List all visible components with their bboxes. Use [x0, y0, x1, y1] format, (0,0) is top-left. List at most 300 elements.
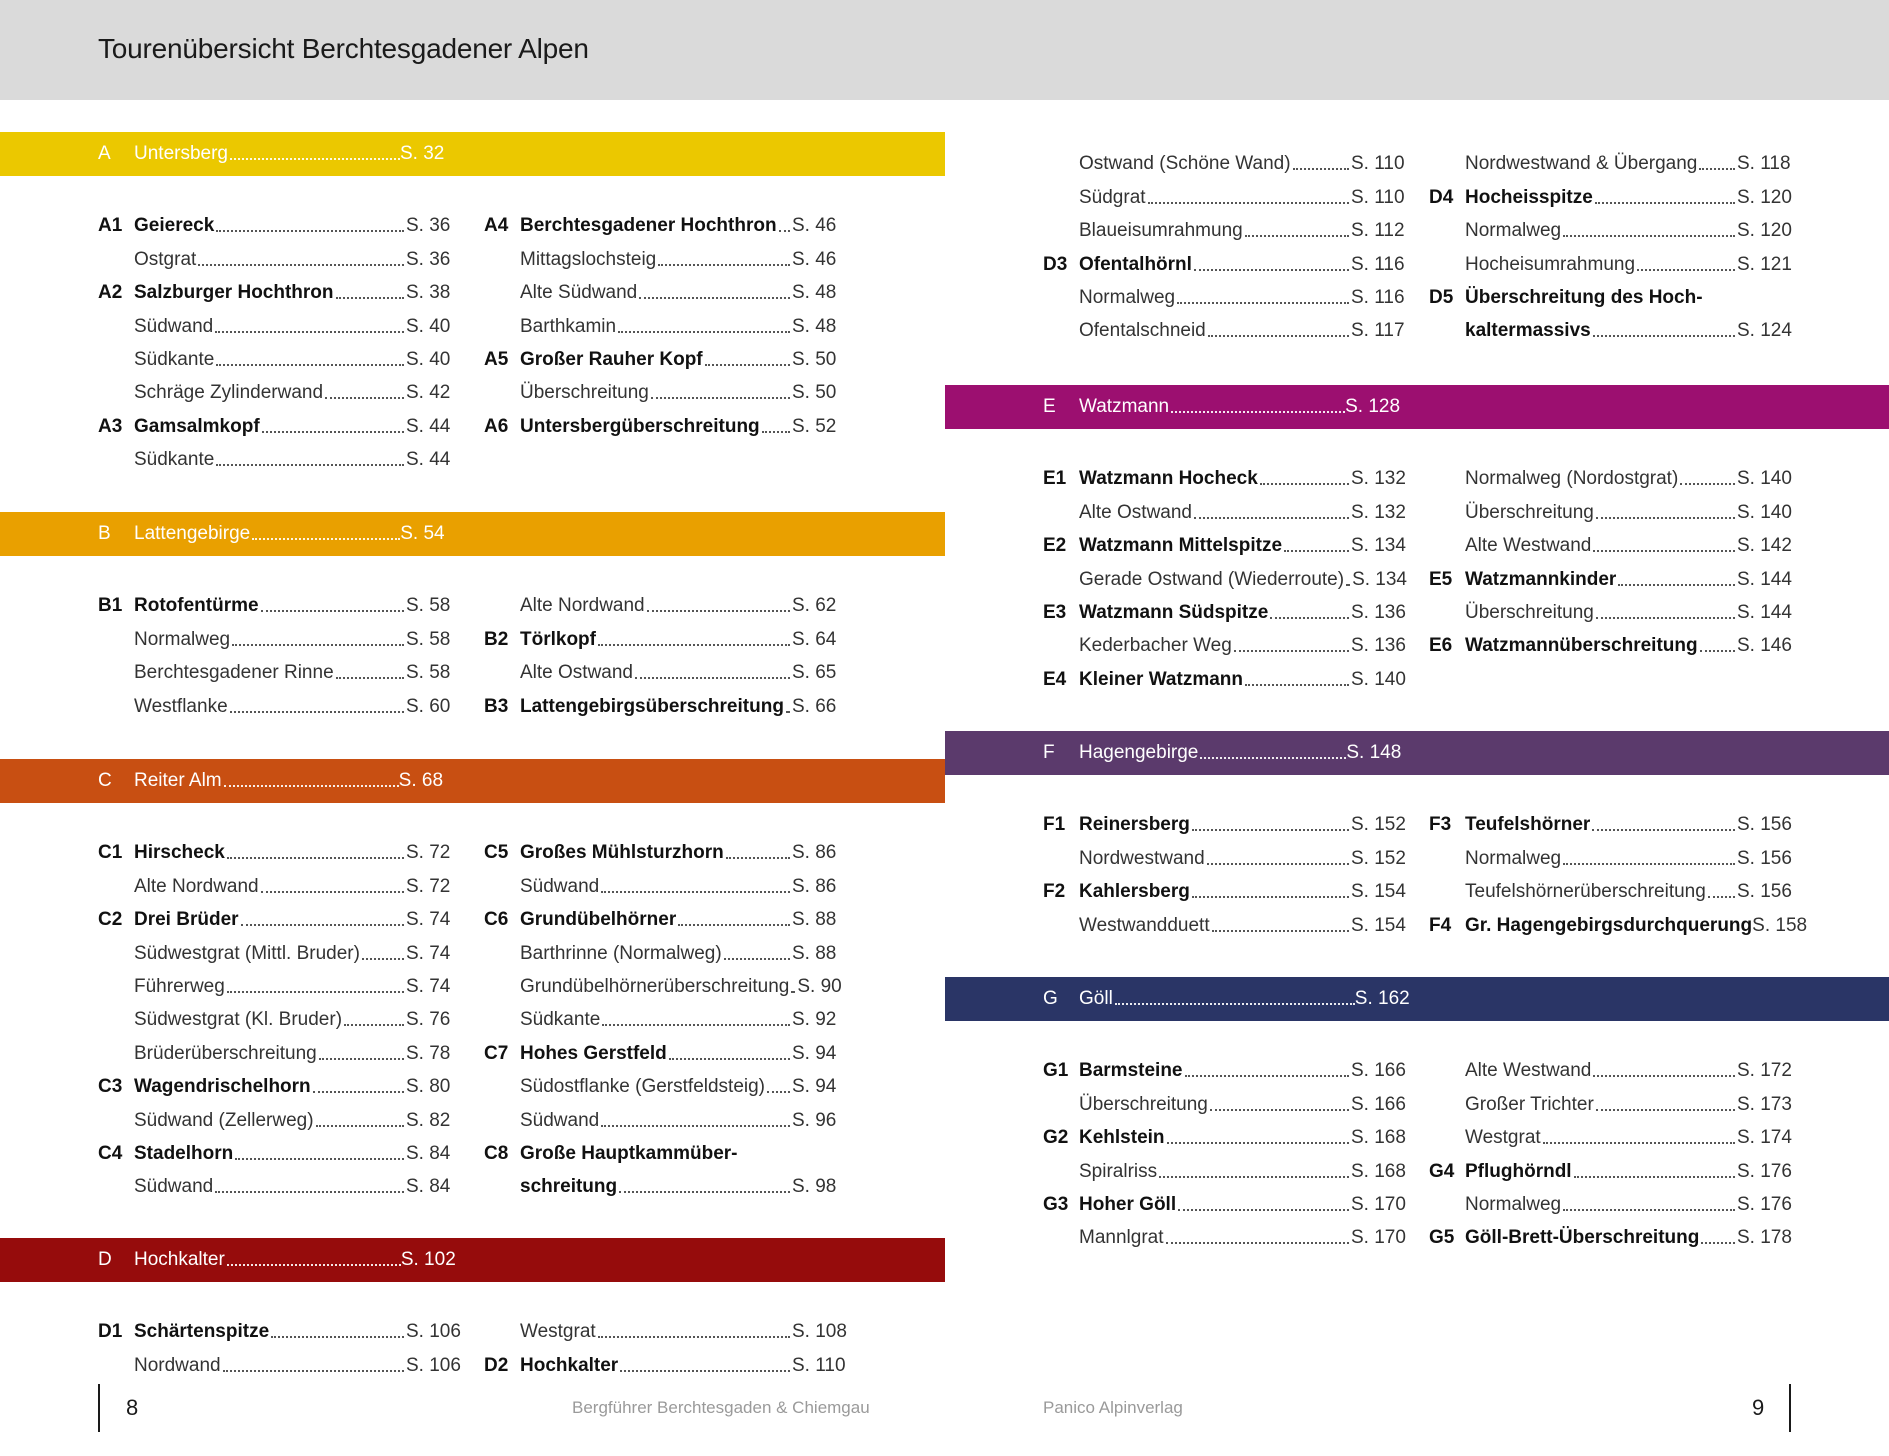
tour-name: Göll-Brett-Überschreitung — [1465, 1227, 1700, 1249]
tour-list-d-cont-right — [1429, 142, 1791, 342]
tour-page: S. 60 — [406, 695, 451, 717]
dot-leader — [1596, 517, 1735, 519]
route-entry — [1429, 591, 1791, 624]
dot-leader — [232, 644, 404, 646]
dot-leader — [1192, 829, 1349, 831]
tour-id: D2 — [484, 1354, 509, 1376]
tour-name: Gerade Ostwand (Wiederroute) — [1079, 568, 1345, 590]
dot-leader — [1699, 168, 1735, 170]
dot-leader — [1701, 1242, 1735, 1244]
dot-leader — [1260, 483, 1349, 485]
dot-leader — [1234, 650, 1349, 652]
tour-name: Ostgrat — [134, 248, 197, 270]
tour-id: G1 — [1043, 1060, 1069, 1082]
route-entry — [1043, 309, 1405, 342]
tour-name: Mannlgrat — [1079, 1227, 1164, 1249]
dot-leader — [1700, 650, 1735, 652]
tour-page: S. 178 — [1737, 1227, 1792, 1249]
tour-entry — [484, 1031, 846, 1064]
route-entry — [1429, 1049, 1791, 1082]
dot-leader — [1245, 235, 1349, 237]
tour-name: Südwand — [520, 1109, 600, 1131]
section-name: Hagengebirge — [1079, 742, 1199, 763]
tour-list-c-left — [98, 831, 460, 1198]
route-entry — [98, 684, 460, 717]
tour-name: Hocheisumrahmung — [1465, 253, 1636, 275]
route-entry — [1043, 1216, 1405, 1249]
tour-name: Normalweg — [1465, 847, 1562, 869]
tour-page: S. 166 — [1351, 1060, 1406, 1082]
tour-page: S. 168 — [1351, 1160, 1406, 1182]
tour-page: S. 94 — [792, 1042, 837, 1064]
tour-name: Lattengebirgsüberschreitung — [520, 695, 784, 717]
route-entry — [484, 1310, 846, 1343]
tour-entry — [98, 584, 460, 617]
dot-leader — [215, 331, 404, 333]
tour-id: C6 — [484, 909, 509, 931]
tour-page: S. 158 — [1752, 914, 1808, 936]
dot-leader — [215, 1191, 404, 1193]
route-entry — [1429, 836, 1791, 869]
tour-name: Alte Nordwand — [520, 595, 645, 617]
tour-name: Großes Mühlsturzhorn — [520, 842, 724, 864]
footer-publisher: Panico Alpinverlag — [1043, 1398, 1183, 1417]
tour-entry — [484, 204, 846, 237]
tour-entry — [1429, 1216, 1791, 1249]
tour-page: S. 38 — [406, 282, 451, 304]
tour-name: Südwand (Zellerweg) — [134, 1109, 314, 1131]
tour-name: Alte Ostwand — [520, 662, 633, 684]
tour-id: A2 — [98, 282, 123, 304]
tour-page: S. 36 — [406, 248, 451, 270]
tour-list-a-right — [484, 204, 846, 438]
dot-leader — [261, 610, 404, 612]
tour-page: S. 140 — [1737, 501, 1792, 523]
tour-page: S. 66 — [792, 695, 837, 717]
tour-page: S. 152 — [1351, 847, 1406, 869]
tour-name: Hirscheck — [134, 842, 225, 864]
tour-name: Geiereck — [134, 215, 215, 237]
dot-leader — [1563, 235, 1735, 237]
route-entry — [1043, 276, 1405, 309]
tour-page: S. 116 — [1351, 286, 1405, 308]
tour-name: Wagendrischelhorn — [134, 1076, 311, 1098]
tour-name: Alte Südwand — [520, 282, 638, 304]
dot-leader — [1245, 684, 1349, 686]
dot-leader — [336, 297, 404, 299]
tour-name: Südgrat — [1079, 186, 1146, 208]
tour-entry — [484, 1343, 846, 1376]
route-entry — [484, 237, 846, 270]
dot-leader — [651, 397, 790, 399]
tour-page: S. 76 — [406, 1009, 451, 1031]
tour-name: Südwestgrat (Mittl. Bruder) — [134, 942, 360, 964]
tour-name: Alte Westwand — [1465, 1060, 1592, 1082]
tour-page: S. 174 — [1737, 1127, 1792, 1149]
tour-entry — [98, 271, 460, 304]
tour-entry — [1429, 624, 1791, 657]
tour-page: S. 40 — [406, 348, 451, 370]
tour-page: S. 108 — [792, 1321, 847, 1343]
dot-leader — [1178, 1209, 1349, 1211]
route-entry — [1043, 175, 1405, 208]
tour-entry — [1043, 870, 1405, 903]
tour-list-c-right — [484, 831, 846, 1198]
tour-name: Gamsalmkopf — [134, 415, 260, 437]
section-name: Hochkalter — [134, 1249, 225, 1270]
tour-id: A4 — [484, 215, 509, 237]
tour-id: E6 — [1429, 635, 1453, 657]
footer-rule-left — [98, 1384, 100, 1432]
route-entry — [484, 304, 846, 337]
tour-entry — [1043, 457, 1405, 490]
section-band-a — [0, 132, 945, 176]
route-entry — [1043, 1149, 1405, 1182]
tour-page: S. 134 — [1351, 535, 1406, 557]
tour-entry — [484, 1132, 846, 1165]
tour-page: S. 140 — [1737, 468, 1792, 490]
tour-page: S. 154 — [1351, 914, 1406, 936]
section-page: S. 148 — [1346, 742, 1402, 763]
tour-list-d-left — [98, 1310, 460, 1377]
tour-page: S. 117 — [1351, 320, 1405, 342]
route-entry — [98, 617, 460, 650]
tour-name: Drei Brüder — [134, 909, 239, 931]
tour-page: S. 96 — [792, 1109, 837, 1131]
tour-entry — [1043, 1116, 1405, 1149]
tour-name: Rotofentürme — [134, 595, 259, 617]
tour-page: S. 144 — [1737, 568, 1792, 590]
route-entry — [484, 1098, 846, 1131]
tour-id: F1 — [1043, 814, 1066, 836]
tour-page: S. 64 — [792, 628, 837, 650]
tour-page: S. 170 — [1351, 1227, 1406, 1249]
dot-leader — [1284, 550, 1349, 552]
section-band-b — [0, 512, 945, 556]
dot-leader — [601, 1125, 790, 1127]
tour-name: Ofentalhörnl — [1079, 253, 1192, 275]
tour-name: Kehlstein — [1079, 1127, 1165, 1149]
tour-page: S. 106 — [406, 1354, 461, 1376]
dot-leader — [227, 1264, 401, 1266]
tour-id: C2 — [98, 909, 123, 931]
tour-entry — [484, 684, 846, 717]
tour-page: S. 58 — [406, 628, 451, 650]
route-entry — [484, 998, 846, 1031]
tour-page: S. 84 — [406, 1142, 451, 1164]
tour-entry — [484, 831, 846, 864]
tour-page: S. 46 — [792, 215, 837, 237]
section-id: A — [98, 143, 111, 164]
tour-name: Überschreitung des Hoch- — [1465, 286, 1703, 308]
dot-leader — [1212, 930, 1349, 932]
dot-leader — [1159, 1176, 1349, 1178]
tour-name: Südwand — [520, 875, 600, 897]
tour-name: Mittagslochsteig — [520, 248, 657, 270]
tour-page: S. 156 — [1737, 881, 1792, 903]
tour-name: Südostflanke (Gerstfeldsteig) — [520, 1076, 766, 1098]
route-entry — [1429, 490, 1791, 523]
route-entry — [484, 271, 846, 304]
dot-leader — [1346, 584, 1350, 586]
page-number-right: 9 — [1752, 1395, 1765, 1420]
tour-page: S. 120 — [1737, 186, 1792, 208]
dot-leader — [1208, 335, 1349, 337]
tour-name: Kahlersberg — [1079, 881, 1190, 903]
section-id: B — [98, 523, 111, 544]
tour-name: Kleiner Watzmann — [1079, 668, 1243, 690]
dot-leader — [216, 230, 404, 232]
route-entry — [98, 338, 460, 371]
route-entry — [98, 998, 460, 1031]
dot-leader — [1210, 1109, 1349, 1111]
tour-id: F4 — [1429, 914, 1452, 936]
tour-name: Südkante — [134, 449, 215, 471]
tour-name: Stadelhorn — [134, 1142, 234, 1164]
route-entry — [1043, 142, 1405, 175]
tour-entry — [1429, 557, 1791, 590]
route-entry — [1429, 1116, 1791, 1149]
tour-page: S. 90 — [797, 975, 842, 997]
route-entry — [484, 965, 846, 998]
dot-leader — [227, 991, 404, 993]
tour-name: Normalweg — [134, 628, 231, 650]
tour-name: Watzmann Südspitze — [1079, 601, 1269, 623]
tour-name: Südwestgrat (Kl. Bruder) — [134, 1009, 343, 1031]
route-entry — [1429, 524, 1791, 557]
tour-name: Führerweg — [134, 975, 225, 997]
tour-name: Berchtesgadener Rinne — [134, 662, 334, 684]
tour-page: S. 78 — [406, 1042, 451, 1064]
tour-entry — [1043, 803, 1405, 836]
tour-name: Westgrat — [1465, 1127, 1541, 1149]
tour-entry — [1429, 903, 1808, 936]
section-name: Untersberg — [134, 143, 228, 164]
route-entry — [1429, 142, 1791, 175]
tour-entry — [1043, 591, 1405, 624]
tour-page: S. 132 — [1351, 501, 1406, 523]
tour-page: S. 58 — [406, 595, 451, 617]
tour-name: Überschreitung — [1079, 1093, 1208, 1115]
dot-leader — [1574, 1176, 1735, 1178]
dot-leader — [216, 464, 404, 466]
tour-page: S. 84 — [406, 1176, 451, 1198]
tour-page: S. 74 — [406, 942, 451, 964]
tour-name: Hohes Gerstfeld — [520, 1042, 667, 1064]
route-entry — [484, 931, 846, 964]
tour-entry — [484, 404, 846, 437]
route-entry — [1043, 490, 1405, 523]
tour-list-d-right — [484, 1310, 846, 1377]
dot-leader — [1593, 550, 1735, 552]
tour-page: S. 50 — [792, 382, 837, 404]
route-entry — [1429, 242, 1791, 275]
tour-page: S. 88 — [792, 942, 837, 964]
dot-leader — [762, 431, 790, 433]
route-entry — [484, 584, 846, 617]
route-entry — [1043, 557, 1405, 590]
tour-page: S. 40 — [406, 315, 451, 337]
tour-page: S. 156 — [1737, 847, 1792, 869]
tour-entry — [98, 1132, 460, 1165]
tour-page: S. 136 — [1351, 635, 1406, 657]
tour-page: S. 176 — [1737, 1160, 1792, 1182]
tour-page: S. 80 — [406, 1076, 451, 1098]
tour-page: S. 110 — [792, 1354, 846, 1376]
tour-id: A5 — [484, 348, 509, 370]
route-entry — [98, 1031, 460, 1064]
section-band-e — [945, 385, 1889, 429]
dot-leader — [1166, 1242, 1350, 1244]
tour-page: S. 124 — [1737, 320, 1792, 342]
dot-leader — [241, 924, 404, 926]
tour-name: Südwand — [134, 315, 214, 337]
tour-id: G3 — [1043, 1193, 1069, 1215]
tour-id: F3 — [1429, 814, 1452, 836]
tour-page: S. 50 — [792, 348, 837, 370]
route-entry — [484, 651, 846, 684]
tour-id: C1 — [98, 842, 123, 864]
tour-id: D3 — [1043, 253, 1068, 275]
tour-name: Großer Trichter — [1465, 1093, 1594, 1115]
tour-list-b-left — [98, 584, 460, 718]
tour-name: Südkante — [134, 348, 215, 370]
tour-name: Schärtenspitze — [134, 1321, 270, 1343]
tour-entry — [1043, 1049, 1405, 1082]
route-entry — [1429, 870, 1791, 903]
tour-id: D4 — [1429, 186, 1454, 208]
tour-page: S. 152 — [1351, 814, 1406, 836]
route-entry — [484, 1065, 846, 1098]
tour-page: S. 48 — [792, 315, 837, 337]
dot-leader — [1708, 896, 1735, 898]
dot-leader — [602, 1024, 790, 1026]
dot-leader — [1293, 168, 1349, 170]
section-id: C — [98, 770, 112, 791]
tour-name: Blaueisumrahmung — [1079, 220, 1243, 242]
tour-page: S. 121 — [1737, 253, 1792, 275]
section-name: Lattengebirge — [134, 523, 251, 544]
tour-name: schreitung — [520, 1176, 618, 1198]
tour-name: Watzmann Hocheck — [1079, 468, 1258, 490]
dot-leader — [227, 857, 404, 859]
tour-page: S. 136 — [1351, 601, 1406, 623]
dot-leader — [224, 785, 399, 787]
tour-page: S. 116 — [1351, 253, 1405, 275]
tour-id: F2 — [1043, 881, 1066, 903]
tour-name: Barmsteine — [1079, 1060, 1183, 1082]
tour-page: S. 58 — [406, 662, 451, 684]
dot-leader — [779, 230, 790, 232]
tour-page: S. 82 — [406, 1109, 451, 1131]
tour-page: S. 140 — [1351, 668, 1406, 690]
dot-leader — [1185, 1075, 1350, 1077]
tour-name: Brüderüberschreitung — [134, 1042, 317, 1064]
section-id: D — [98, 1249, 112, 1270]
route-entry — [98, 1343, 460, 1376]
tour-page: S. 142 — [1737, 535, 1792, 557]
tour-name: Watzmann Mittelspitze — [1079, 535, 1283, 557]
tour-id: A3 — [98, 415, 123, 437]
dot-leader — [1593, 335, 1735, 337]
tour-name: Berchtesgadener Hochthron — [520, 215, 777, 237]
tour-name: Kederbacher Weg — [1079, 635, 1232, 657]
dot-leader — [1167, 1142, 1349, 1144]
route-entry — [98, 1165, 460, 1198]
tour-name: Nordwestwand & Übergang — [1465, 153, 1698, 175]
tour-entry — [98, 898, 460, 931]
tour-name: Grundübelhörner — [520, 909, 677, 931]
dot-leader — [726, 857, 790, 859]
tour-list-g-left — [1043, 1049, 1405, 1249]
tour-name: Reinersberg — [1079, 814, 1190, 836]
dot-leader — [1194, 517, 1349, 519]
tour-page: S. 110 — [1351, 153, 1405, 175]
route-entry — [98, 651, 460, 684]
tour-entry — [484, 898, 846, 931]
dot-leader — [1596, 617, 1735, 619]
tour-page: S. 52 — [792, 415, 837, 437]
tour-entry — [1429, 1149, 1791, 1182]
dot-leader — [786, 711, 790, 713]
tour-page: S. 88 — [792, 909, 837, 931]
tour-id: G2 — [1043, 1127, 1069, 1149]
tour-name: Watzmannüberschreitung — [1465, 635, 1698, 657]
tour-entry — [98, 404, 460, 437]
dot-leader — [313, 1091, 404, 1093]
dot-leader — [216, 364, 404, 366]
route-entry — [1429, 1082, 1791, 1115]
section-name: Reiter Alm — [134, 770, 222, 791]
tour-name: Überschreitung — [1465, 601, 1594, 623]
tour-page: S. 92 — [792, 1009, 837, 1031]
dot-leader — [619, 1191, 790, 1193]
tour-id: D1 — [98, 1321, 123, 1343]
tour-name: Pflughörndl — [1465, 1160, 1572, 1182]
tour-page: S. 86 — [792, 875, 837, 897]
tour-entry — [1043, 524, 1405, 557]
tour-entry — [1043, 1183, 1405, 1216]
tour-id: G4 — [1429, 1160, 1455, 1182]
tour-entry — [1429, 803, 1791, 836]
tour-list-a-left — [98, 204, 460, 471]
tour-page: S. 134 — [1352, 568, 1407, 590]
tour-page: S. 173 — [1737, 1093, 1792, 1115]
tour-page: S. 74 — [406, 975, 451, 997]
tour-page: S. 132 — [1351, 468, 1406, 490]
tour-id: A6 — [484, 415, 509, 437]
dot-leader — [230, 158, 400, 160]
tour-id: C8 — [484, 1142, 509, 1164]
tour-entry — [1429, 276, 1791, 309]
dot-leader — [1207, 863, 1349, 865]
route-entry — [1043, 836, 1405, 869]
tour-id: C3 — [98, 1076, 123, 1098]
tour-page: S. 144 — [1737, 601, 1792, 623]
tour-list-e-left — [1043, 457, 1405, 691]
tour-entry — [98, 204, 460, 237]
dot-leader — [669, 1058, 790, 1060]
dot-leader — [262, 431, 404, 433]
tour-page: S. 62 — [792, 595, 837, 617]
tour-name: Überschreitung — [1465, 501, 1594, 523]
section-name: Göll — [1079, 988, 1113, 1009]
dot-leader — [1200, 757, 1346, 759]
tour-entry — [1043, 242, 1405, 275]
dot-leader — [1177, 302, 1349, 304]
tour-name: Normalweg — [1079, 286, 1176, 308]
tour-name: Normalweg (Nordostgrat) — [1465, 468, 1679, 490]
